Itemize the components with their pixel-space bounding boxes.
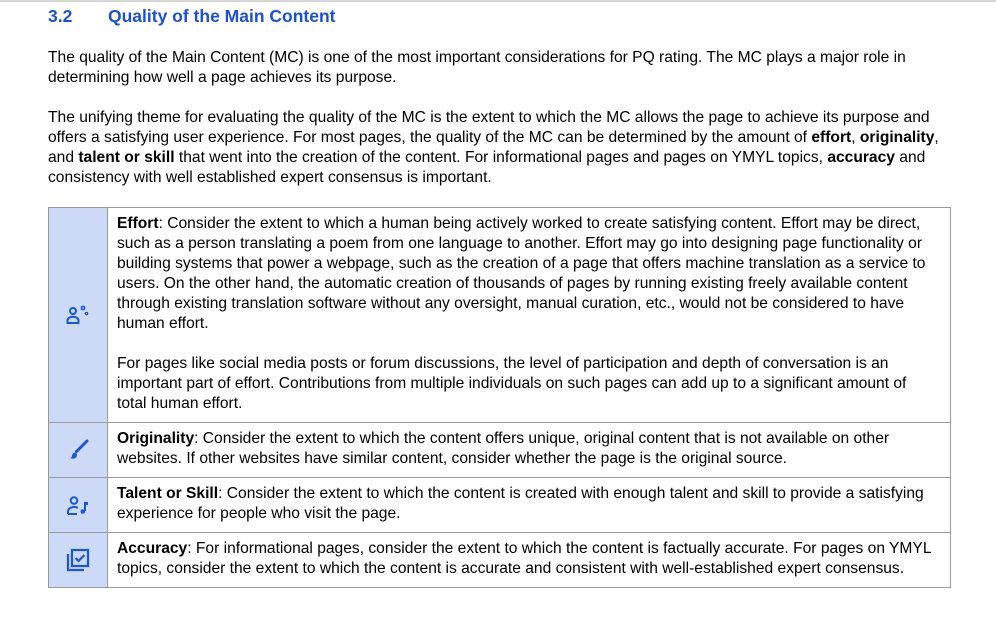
- icon-cell: [49, 478, 108, 533]
- criteria-row-accuracy: [49, 533, 951, 588]
- criterion-text: [108, 533, 951, 588]
- theme-bold-originality: originality: [859, 129, 935, 146]
- effort-description: [117, 214, 940, 334]
- criterion-body: : Consider the extent to which the content is created with enough talent and skill to provide a satisfying experience for people who visit the page.: [117, 485, 924, 522]
- section-heading: [48, 6, 336, 27]
- icon-cell: [49, 533, 108, 588]
- paintbrush-icon: [66, 438, 90, 462]
- theme-text: ,: [851, 129, 860, 146]
- section-number: 3.2: [48, 6, 73, 26]
- people-gear-icon: [66, 303, 90, 327]
- criteria-row-originality: [49, 423, 951, 478]
- criterion-body: : Consider the extent to which the content offers unique, original content that is not available on other websites. If other websites have similar content, consider whether the page is the original source.: [117, 430, 890, 467]
- person-music-icon: [66, 493, 90, 517]
- checklist-icon: [65, 547, 91, 573]
- top-divider: [0, 0, 996, 2]
- criterion-term: Accuracy: [117, 540, 188, 557]
- criterion-text: [108, 208, 951, 423]
- originality-description: [117, 429, 940, 469]
- accuracy-description: [117, 539, 940, 579]
- criteria-table: [48, 207, 951, 588]
- criterion-term: Originality: [117, 430, 195, 447]
- criterion-body: : Consider the extent to which a human being actively worked to create satisfying content. Effort may be direct, such as a person translating a poem from one language to another. Effort may go into designing page functionality or building systems that power a webpage, such as the creation of a page that offers machine translation as a service to users. On the other hand, the automatic creation of thousands of pages by running existing freely available content through existing translation software without any oversight, manual curation, etc., would not be considered to have human effort.: [117, 215, 926, 332]
- theme-bold-accuracy: accuracy: [827, 149, 895, 166]
- criterion-text: [108, 478, 951, 533]
- criterion-text: [108, 423, 951, 478]
- criterion-term: Talent or Skill: [117, 485, 219, 502]
- theme-bold-talent: talent or skill: [78, 149, 175, 166]
- talent-description: [117, 484, 940, 524]
- criteria-row-effort: [49, 208, 951, 423]
- theme-paragraph: [48, 108, 968, 188]
- theme-text: , and: [48, 129, 939, 166]
- icon-cell: [49, 423, 108, 478]
- theme-text: The unifying theme for evaluating the quality of the MC is the extent to which the MC allows the page to achieve its purpose and offers a satisfying user experience. For most pages, the quality of the MC can be determined by the amount of: [48, 109, 930, 146]
- theme-text: and consistency with well established expert consensus is important.: [48, 149, 926, 186]
- icon-cell: [49, 208, 108, 423]
- theme-bold-effort: effort: [811, 129, 852, 146]
- criterion-term: Effort: [117, 215, 159, 232]
- criterion-body: : For informational pages, consider the extent to which the content is factually accurate. For pages on YMYL topics, consider the extent to which the content is accurate and consistent with well-established expert consensus.: [117, 540, 931, 577]
- intro-paragraph: The quality of the Main Content (MC) is one of the most important considerations for PQ rating. The MC plays a major role in determining how well a page achieves its purpose.: [48, 49, 906, 86]
- section-title: Quality of the Main Content: [108, 6, 336, 26]
- criteria-row-talent: [49, 478, 951, 533]
- effort-extra: For pages like social media posts or forum discussions, the level of participation and depth of conversation is an important part of effort. Contributions from multiple individuals on such pages can add up to a significant amount of total human effort.: [117, 355, 907, 412]
- theme-text: that went into the creation of the content. For informational pages and pages on YMYL topics,: [174, 149, 828, 166]
